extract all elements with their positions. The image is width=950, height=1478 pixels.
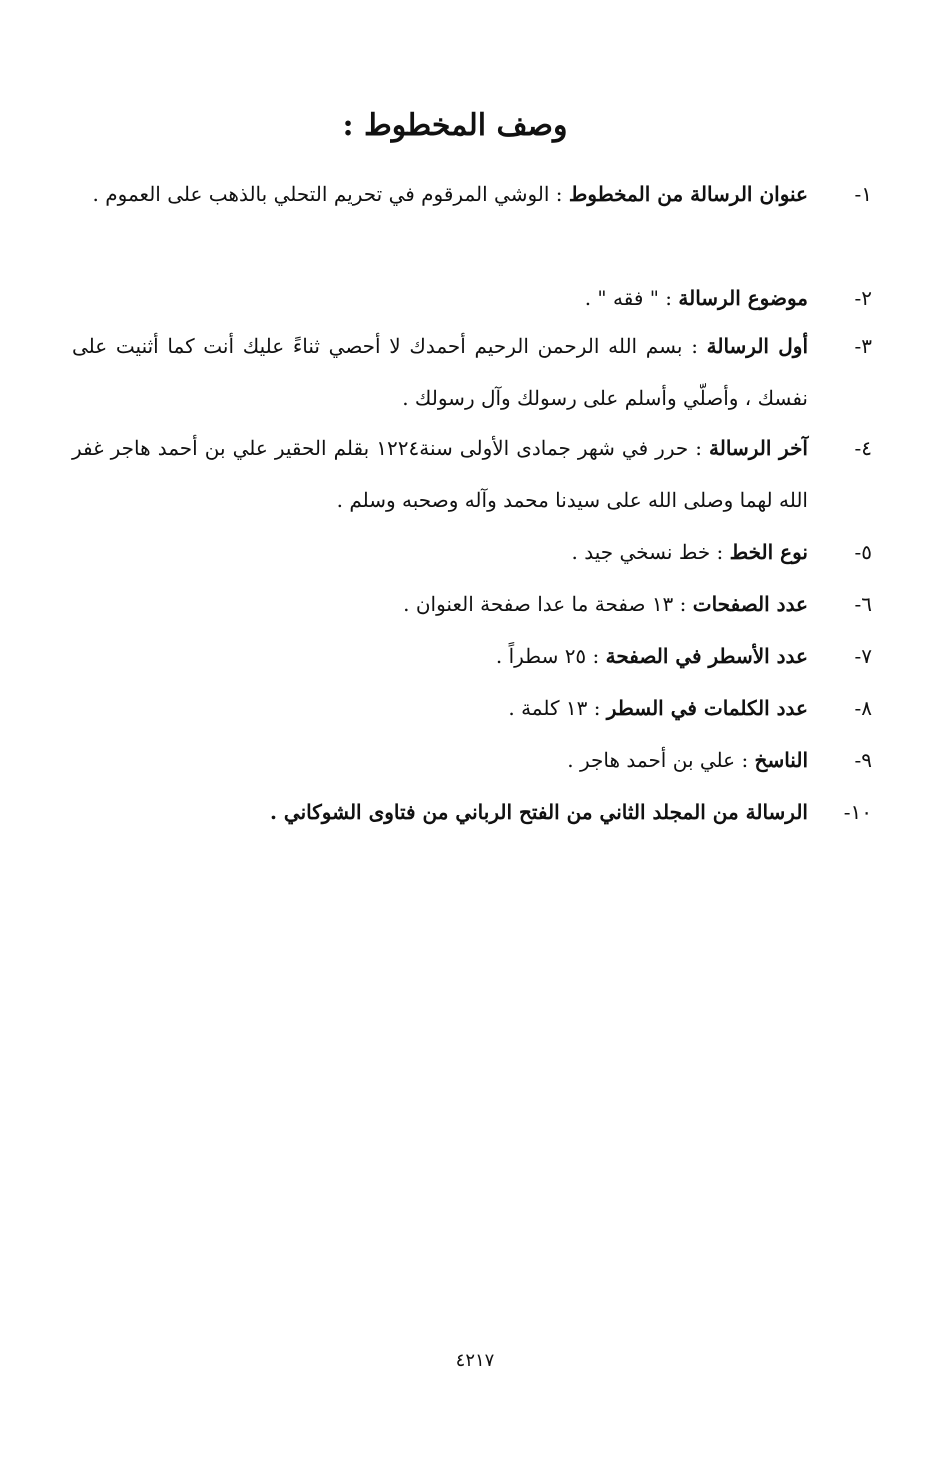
item-number: ١٠- — [843, 800, 872, 824]
page-title: وصف المخطوط : — [342, 108, 568, 143]
item-number: ٦- — [854, 592, 872, 616]
item-text: : علي بن أحمد هاجر . — [567, 748, 755, 772]
list-item-page-count — [72, 578, 872, 630]
item-number: ٨- — [854, 696, 872, 720]
list-item-words-per-line — [72, 682, 872, 734]
list-item-subject — [72, 272, 872, 324]
item-body — [72, 682, 808, 734]
item-body — [72, 168, 808, 220]
list-item-source-volume — [72, 786, 872, 838]
list-item-title — [72, 168, 872, 220]
list-item-script-type — [72, 526, 872, 578]
item-text: الرسالة من المجلد الثاني من الفتح الرباني من فتاوى الشوكاني . — [270, 800, 808, 824]
item-body — [72, 272, 808, 324]
item-label: آخر الرسالة — [709, 436, 808, 460]
item-label: أول الرسالة — [706, 334, 809, 358]
item-label: عنوان الرسالة من المخطوط — [568, 182, 808, 206]
item-text: : " فقه " . — [584, 286, 679, 310]
item-body — [72, 734, 808, 786]
item-body — [72, 320, 808, 424]
item-label: عدد الصفحات — [692, 592, 808, 616]
list-item-lines-per-page — [72, 630, 872, 682]
item-number: ٤- — [854, 436, 872, 460]
item-label: عدد الأسطر في الصفحة — [605, 644, 808, 668]
item-text: : خط نسخي جيد . — [571, 540, 730, 564]
item-label: نوع الخط — [729, 540, 808, 564]
item-body — [72, 526, 808, 578]
list-item-copyist — [72, 734, 872, 786]
item-body — [72, 422, 808, 526]
item-label: عدد الكلمات في السطر — [606, 696, 808, 720]
item-text: : حرر في شهر جمادى الأولى سنة١٢٢٤ بقلم الحقير علي بن أحمد هاجر غفر الله لهما وصلى الله على سيدنا محمد وآله وصحبه وسلم . — [72, 436, 808, 512]
item-text: : الوشي المرقوم في تحريم التحلي بالذهب على العموم . — [92, 182, 569, 206]
item-number: ٢- — [854, 286, 872, 310]
list-item-ending — [72, 422, 872, 526]
page-number: ٤٢١٧ — [455, 1350, 495, 1371]
item-label: الناسخ — [754, 748, 808, 772]
item-body — [72, 786, 808, 838]
item-text: : ١٣ صفحة ما عدا صفحة العنوان . — [403, 592, 693, 616]
item-number: ٩- — [854, 748, 872, 772]
item-number: ١- — [854, 182, 872, 206]
item-number: ٣- — [854, 334, 872, 358]
item-number: ٧- — [854, 644, 872, 668]
item-body — [72, 630, 808, 682]
item-text: : بسم الله الرحمن الرحيم أحمدك لا أحصي ثناءً عليك أنت كما أثنيت على نفسك ، وأصلّي وأسلم على رسولك وآل رسولك . — [72, 334, 808, 410]
item-text: : ٢٥ سطراً . — [495, 644, 606, 668]
item-body — [72, 578, 808, 630]
item-label: موضوع الرسالة — [678, 286, 808, 310]
item-number: ٥- — [854, 540, 872, 564]
item-text: : ١٣ كلمة . — [508, 696, 607, 720]
list-item-beginning — [72, 320, 872, 424]
